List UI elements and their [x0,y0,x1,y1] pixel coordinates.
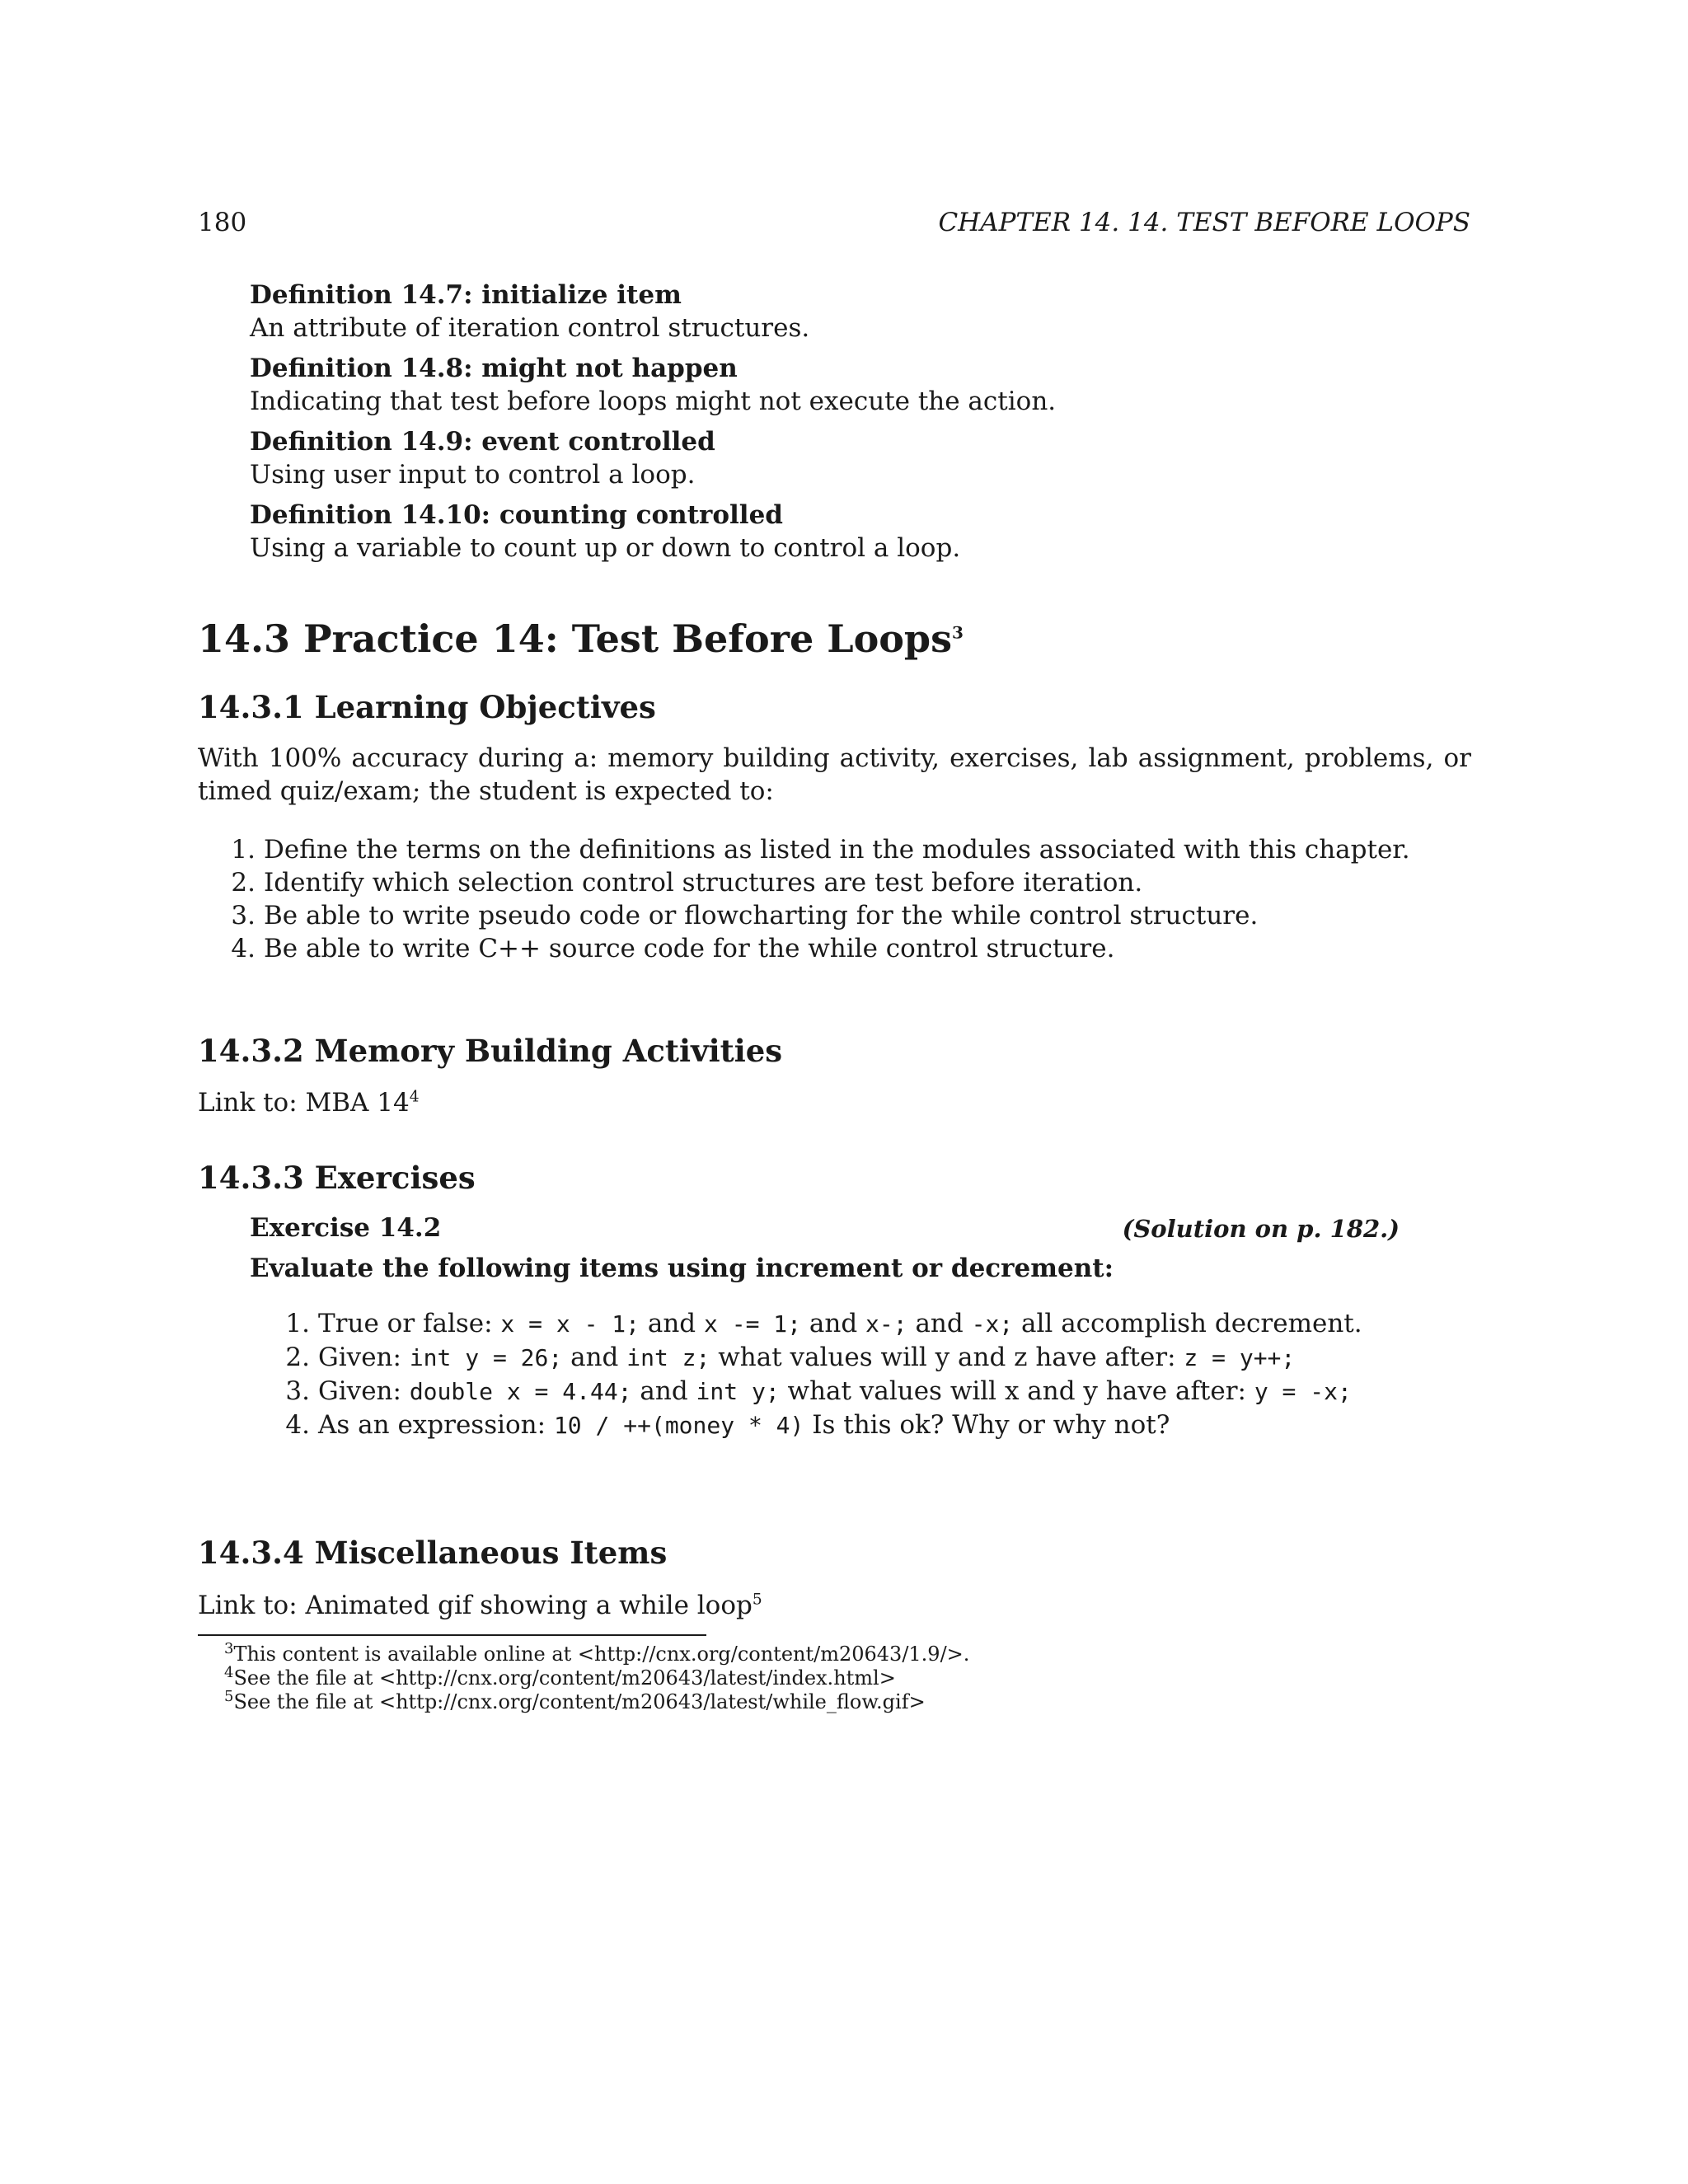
learning-objectives-heading: 14.3.1 Learning Objectives [198,689,656,725]
list-number: 4. [285,1410,310,1440]
exercise-prompt: Evaluate the following items using increment or decrement: [250,1254,1114,1283]
definition-term: Definition 14.9: event controlled [250,427,715,457]
memory-building-heading: 14.3.2 Memory Building Activities [198,1033,783,1069]
list-number: 1. [231,835,256,865]
footnote-rule [198,1634,706,1636]
list-item [223,866,1410,899]
objectives-intro: With 100% accuracy during a: memory building activity, exercises, lab assignment, problems, or timed quiz/exam; the student is expected to: [198,743,1471,806]
page-number: 180 [198,208,247,237]
exercise-text: and [562,1343,627,1372]
footnote-text: See the file at <http://cnx.org/content/m20643/latest/index.html> [233,1666,896,1690]
exercise-text: and [640,1309,704,1338]
footnote [224,1690,926,1713]
code-snippet: double x = 4.44; [409,1378,632,1405]
exercise-text: Given: [318,1376,410,1406]
exercise-title: Exercise 14.2 [250,1213,442,1243]
list-number: 3. [231,901,256,930]
code-snippet: int y; [696,1378,780,1405]
definition-term: Definition 14.10: counting controlled [250,500,783,530]
objectives-list [223,833,1410,965]
list-number: 2. [231,868,256,898]
definition-term: Definition 14.7: initialize item [250,280,682,310]
running-header: CHAPTER 14. 14. TEST BEFORE LOOPS [938,208,1470,237]
exercise-item [277,1408,1362,1442]
exercise-text: Is this ok? Why or why not? [804,1410,1170,1440]
animated-gif-link[interactable] [198,1589,762,1622]
exercise-item [277,1375,1362,1408]
code-snippet: -x; [971,1310,1014,1338]
code-snippet: x -= 1; [704,1310,802,1338]
list-number: 2. [285,1343,310,1372]
list-text: Define the terms on the definitions as listed in the modules associated with this chapter. [264,835,1410,865]
code-snippet: y = -x; [1254,1378,1352,1405]
exercise-text: Given: [318,1343,410,1372]
exercise-list [277,1307,1362,1442]
code-snippet: x = x - 1; [500,1310,640,1338]
exercise-text: and [907,1309,972,1338]
mba-link[interactable] [198,1086,420,1119]
definition-term: Definition 14.8: might not happen [250,354,738,383]
list-number: 1. [285,1309,310,1338]
exercise-text: As an expression: [318,1410,554,1440]
definition-description: Indicating that test before loops might not execute the action. [250,387,1057,416]
solution-reference[interactable]: (Solution on p. 182.) [1122,1215,1400,1243]
list-item [223,833,1410,866]
list-text: Be able to write pseudo code or flowcharting for the while control structure. [264,901,1259,930]
code-snippet: x-; [865,1310,907,1338]
mba-link-text[interactable]: Link to: MBA 14 [198,1088,410,1118]
code-snippet: int z; [626,1344,710,1371]
footnote [224,1666,896,1690]
exercise-text: what values will y and z have after: [710,1343,1184,1372]
exercise-text: and [631,1376,696,1406]
list-number: 3. [285,1376,310,1406]
section-title [198,616,964,661]
exercise-text: all accomplish decrement. [1013,1309,1362,1338]
list-number: 4. [231,934,256,963]
list-text: Identify which selection control structures are test before iteration. [264,868,1143,898]
code-snippet: z = y++; [1184,1344,1296,1371]
exercise-item [277,1341,1362,1375]
code-snippet: int y = 26; [409,1344,563,1371]
footnote-text: This content is available online at <http://cnx.org/content/m20643/1.9/>. [233,1643,970,1666]
footnote-number: 4 [224,1664,234,1681]
footnote-number: 5 [224,1688,234,1705]
definition-description: Using user input to control a loop. [250,460,696,490]
footnote-marker: 5 [752,1591,762,1609]
footnote-number: 3 [224,1640,234,1657]
footnote [224,1640,970,1666]
list-item [223,932,1410,965]
list-item [223,899,1410,932]
footnote-text: See the file at <http://cnx.org/content/m20643/latest/while_flow.gif> [233,1690,926,1713]
animated-gif-link-text[interactable]: Link to: Animated gif showing a while loop [198,1591,753,1620]
definition-description: Using a variable to count up or down to control a loop. [250,533,961,563]
exercise-text: and [801,1309,866,1338]
exercise-item [277,1307,1362,1341]
section-title-text: 14.3 Practice 14: Test Before Loops [198,616,952,661]
exercise-text: True or false: [318,1309,501,1338]
exercises-heading: 14.3.3 Exercises [198,1160,476,1196]
exercise-text: what values will x and y have after: [779,1376,1254,1406]
code-snippet: 10 / ++(money * 4) [553,1412,804,1439]
definition-description: An attribute of iteration control structures. [250,313,810,343]
list-text: Be able to write C++ source code for the while control structure. [264,934,1115,963]
footnote-marker: 3 [952,622,964,643]
footnote-marker: 4 [409,1088,420,1106]
miscellaneous-heading: 14.3.4 Miscellaneous Items [198,1535,668,1571]
